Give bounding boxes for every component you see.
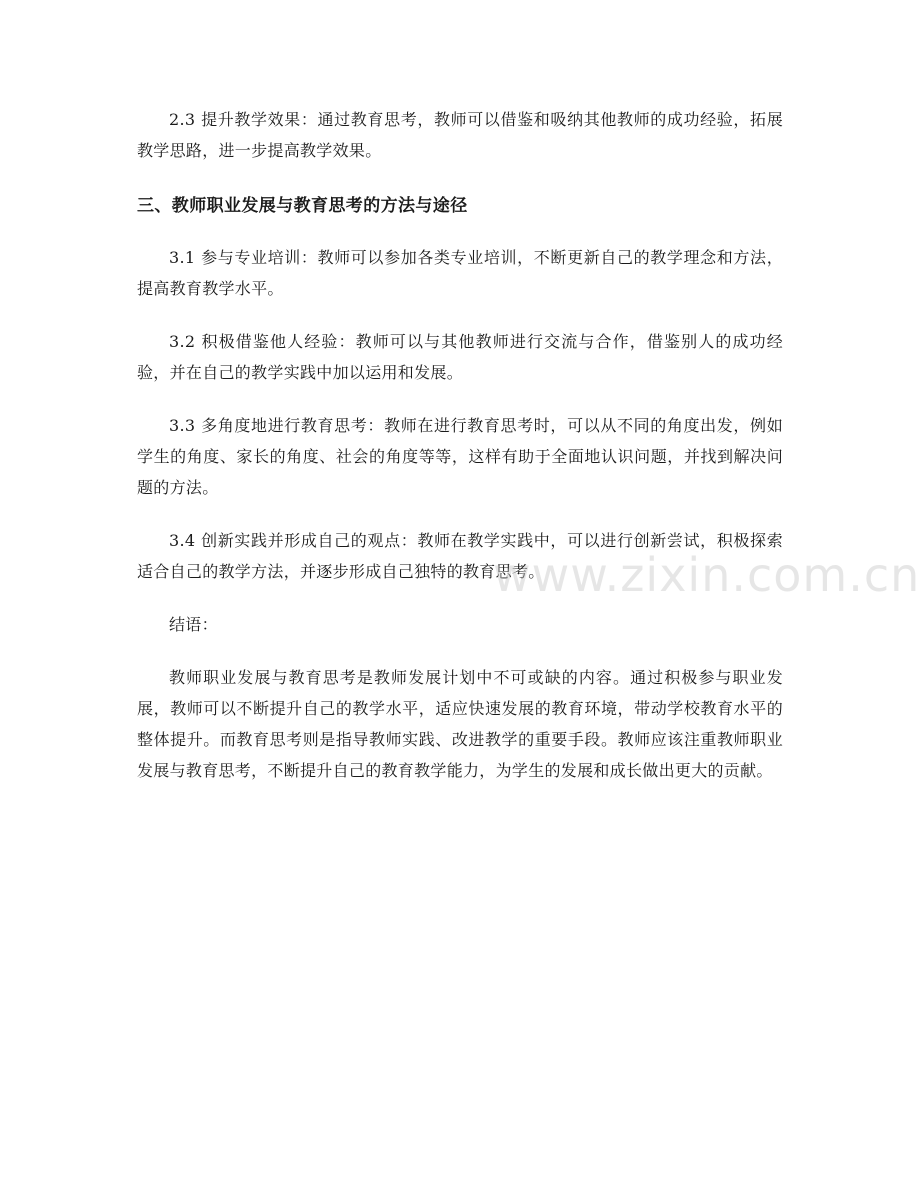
watermark: www.zixin.com.cn [493,548,920,602]
section-heading-3: 三、教师职业发展与教育思考的方法与途径 [137,196,468,216]
paragraph-3-3: 3.3 多角度地进行教育思考：教师在进行教育思考时，可以从不同的角度出发，例如学生的角度、家长的角度、社会的角度等等，这样有助于全面地认识问题，并找到解决问题的方法。 [137,416,783,497]
conclusion-label: 结语： [169,615,218,634]
paragraph-3-2: 3.2 积极借鉴他人经验：教师可以与其他教师进行交流与合作，借鉴别人的成功经验，并在自己的教学实践中加以运用和发展。 [137,332,783,382]
paragraph-3-1: 3.1 参与专业培训：教师可以参加各类专业培训，不断更新自己的教学理念和方法，提高教育教学水平。 [137,248,783,298]
document-page [137,104,783,786]
paragraph-2-3: 2.3 提升教学效果：通过教育思考，教师可以借鉴和吸纳其他教师的成功经验，拓展教学思路，进一步提高教学效果。 [137,110,783,160]
paragraph-3-4: 3.4 创新实践并形成自己的观点：教师在教学实践中，可以进行创新尝试，积极探索适合自己的教学方法，并逐步形成自己独特的教育思考。 [137,531,783,581]
conclusion-body: 教师职业发展与教育思考是教师发展计划中不可或缺的内容。通过积极参与职业发展，教师可以不断提升自己的教学水平，适应快速发展的教育环境，带动学校教育水平的整体提升。而教育思考则是指导教师实践、改进教学的重要手段。教师应该注重教师职业发展与教育思考，不断提升自己的教育教学能力，为学生的发展和成长做出更大的贡献。 [137,668,783,780]
